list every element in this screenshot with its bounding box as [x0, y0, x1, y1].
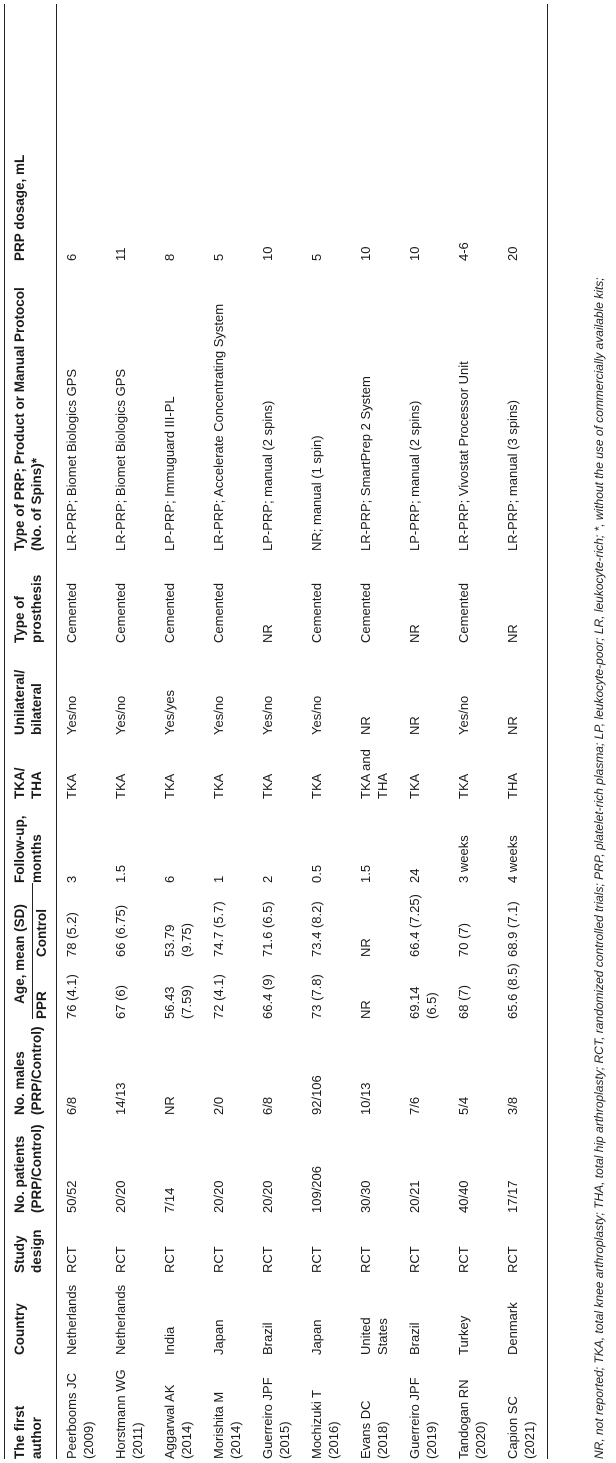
cell-prp: LR-PRP; SmartPrep 2 System [358, 376, 373, 551]
cell-followup: 1.5 [113, 864, 128, 883]
cell-country: United States [358, 1317, 390, 1355]
cell-control: 70 (7) [456, 923, 471, 957]
cell-author: Horstmann WG (2011) [113, 1369, 145, 1459]
cell-prosthesis: Cemented [113, 583, 128, 643]
cell-tka: TKA [162, 773, 177, 799]
table-row [400, 4, 449, 1459]
cell-tka: TKA [309, 773, 324, 799]
cell-author: Guerreiro JPF (2015) [260, 1377, 292, 1459]
cell-ppr: NR [358, 1000, 373, 1019]
cell-prosthesis: NR [505, 624, 520, 643]
cell-control: 74.7 (5.7) [211, 901, 226, 957]
cell-prp: NR; manual (1 spin) [309, 435, 324, 551]
cell-prosthesis: Cemented [64, 583, 79, 643]
table-row [204, 4, 253, 1459]
cell-patients: 30/30 [358, 1180, 373, 1213]
table-row [57, 4, 107, 1459]
cell-males: 10/13 [358, 1082, 373, 1115]
cell-dosage: 11 [113, 247, 128, 261]
cell-design: RCT [260, 1246, 275, 1273]
cell-country: Netherlands [64, 1284, 79, 1355]
cell-author: Morishita M (2014) [211, 1391, 243, 1459]
cell-tka: TKA and THA [358, 749, 390, 799]
cell-control: 68.9 (7.1) [505, 901, 520, 957]
cell-patients: 20/21 [407, 1180, 422, 1213]
header-males: No. males (PRP/Control) [12, 1026, 44, 1115]
cell-prp: LR-PRP; Biomet Biologics GPS [113, 368, 128, 551]
header-patients: No. patients (PRP/Control) [12, 1124, 44, 1213]
cell-control: 78 (5.2) [64, 912, 79, 957]
cell-prp: LP-PRP; Immuguard III-PL [162, 396, 177, 551]
cell-dosage: 4-6 [456, 242, 471, 261]
cell-uni: NR [358, 716, 373, 735]
header-unilateral: Unilateral/ bilateral [12, 669, 44, 735]
header-age: Age, mean (SD) [5, 883, 33, 1019]
cell-design: RCT [407, 1246, 422, 1273]
cell-ppr: 69.14 (6.5) [407, 986, 439, 1019]
cell-ppr: 68 (7) [456, 985, 471, 1019]
cell-design: RCT [64, 1246, 79, 1273]
cell-dosage: 6 [64, 253, 79, 261]
cell-tka: TKA [113, 773, 128, 799]
cell-country: Denmark [505, 1302, 520, 1355]
cell-design: RCT [505, 1246, 520, 1273]
cell-males: 92/106 [309, 1075, 324, 1115]
cell-followup: 0.5 [309, 864, 324, 883]
cell-uni: Yes/no [309, 695, 324, 735]
cell-dosage: 10 [358, 246, 373, 261]
cell-uni: NR [407, 716, 422, 735]
cell-followup: 1 [211, 875, 226, 883]
cell-control: 73.4 (8.2) [309, 901, 324, 957]
cell-followup: 6 [162, 875, 177, 883]
cell-country: Japan [211, 1319, 226, 1355]
cell-uni: Yes/no [211, 695, 226, 735]
cell-males: 7/6 [407, 1096, 422, 1115]
header-dosage: PRP dosage, mL [12, 154, 27, 261]
cell-design: RCT [358, 1246, 373, 1273]
cell-country: Turkey [456, 1315, 471, 1355]
header-age-ppr: PPR [34, 991, 49, 1019]
cell-prosthesis: Cemented [456, 583, 471, 643]
cell-author: Guerreiro JPF (2019) [407, 1377, 439, 1459]
cell-patients: 50/52 [64, 1180, 79, 1213]
cell-dosage: 20 [505, 246, 520, 261]
cell-prosthesis: NR [260, 624, 275, 643]
table-row [302, 4, 351, 1459]
cell-prp: LR-PRP; Biomet Biologics GPS [64, 368, 79, 551]
cell-patients: 109/206 [309, 1166, 324, 1213]
cell-tka: TKA [260, 773, 275, 799]
header-design: Study design [12, 1229, 44, 1273]
cell-followup: 3 [64, 875, 79, 883]
cell-tka: TKA [64, 773, 79, 799]
cell-control: 66.4 (7.25) [407, 894, 422, 957]
cell-males: 14/13 [113, 1082, 128, 1115]
cell-author: Mochizuki T (2016) [309, 1390, 341, 1459]
cell-tka: THA [505, 773, 520, 799]
cell-followup: 24 [407, 868, 422, 883]
studies-table [4, 4, 548, 1459]
cell-dosage: 5 [211, 253, 226, 261]
cell-ppr: 66.4 (9) [260, 974, 275, 1019]
cell-patients: 7/14 [162, 1187, 177, 1213]
cell-ppr: 73 (7.8) [309, 974, 324, 1019]
cell-followup: 2 [260, 875, 275, 883]
cell-author: Tandogan RN (2020) [456, 1379, 488, 1459]
cell-design: RCT [309, 1246, 324, 1273]
cell-design: RCT [113, 1246, 128, 1273]
table-row [351, 4, 400, 1459]
cell-control: 71.6 (6.5) [260, 901, 275, 957]
table-row [253, 4, 302, 1459]
cell-prosthesis: Cemented [358, 583, 373, 643]
cell-patients: 20/20 [113, 1180, 128, 1213]
cell-uni: NR [505, 716, 520, 735]
cell-uni: Yes/no [456, 695, 471, 735]
cell-ppr: 76 (4.1) [64, 974, 79, 1019]
cell-design: RCT [211, 1246, 226, 1273]
table-row [498, 4, 548, 1459]
cell-country: Netherlands [113, 1284, 128, 1355]
cell-males: 6/8 [64, 1096, 79, 1115]
cell-country: Japan [309, 1319, 324, 1355]
cell-tka: TKA [211, 773, 226, 799]
table-row [106, 4, 155, 1459]
cell-prp: LR-PRP; Accelerate Concentrating System [211, 303, 226, 551]
cell-followup: 4 weeks [505, 835, 520, 883]
cell-control: NR [358, 938, 373, 957]
cell-prosthesis: Cemented [162, 583, 177, 643]
header-prp-type: Type of PRP; Product or Manual Protocol (No. of Spins)* [12, 287, 44, 551]
cell-uni: Yes/no [64, 695, 79, 735]
cell-author: Aggarwal AK (2014) [162, 1384, 194, 1459]
header-prosthesis: Type of prosthesis [12, 574, 44, 643]
header-tka-tha: TKA/ THA [12, 767, 44, 799]
cell-ppr: 65.6 (8.5) [505, 963, 520, 1019]
table-row [155, 4, 204, 1459]
cell-males: NR [162, 1096, 177, 1115]
cell-uni: Yes/no [113, 695, 128, 735]
cell-dosage: 5 [309, 253, 324, 261]
header-author: The first author [12, 1405, 44, 1459]
cell-followup: 3 weeks [456, 835, 471, 883]
cell-patients: 40/40 [456, 1180, 471, 1213]
cell-author: Evans DC (2018) [358, 1400, 390, 1459]
cell-design: RCT [456, 1246, 471, 1273]
footnote: NR, not reported; TKA, total knee arthroplasty; THA, total hip arthroplasty; RCT, randomized controlled trials; PRP, platelet-rich plasma; LP, leukocyte-poor; LR, leukocyte-rich; *, without the use of commercially available kits; [592, 277, 606, 1459]
cell-tka: TKA [456, 773, 471, 799]
cell-prosthesis: NR [407, 624, 422, 643]
cell-author: Peerbooms JC (2009) [64, 1373, 96, 1459]
cell-uni: Yes/yes [162, 689, 177, 735]
cell-design: RCT [162, 1246, 177, 1273]
cell-males: 6/8 [260, 1096, 275, 1115]
cell-males: 2/0 [211, 1096, 226, 1115]
cell-country: Brazil [260, 1322, 275, 1355]
cell-prp: LP-PRP; manual (2 spins) [407, 400, 422, 551]
cell-dosage: 10 [407, 246, 422, 261]
cell-prp: LP-PRP; manual (2 spins) [260, 400, 275, 551]
cell-males: 5/4 [456, 1096, 471, 1115]
cell-country: India [162, 1326, 177, 1355]
cell-males: 3/8 [505, 1096, 520, 1115]
table-header [5, 4, 57, 1459]
table-row [449, 4, 498, 1459]
cell-dosage: 8 [162, 253, 177, 261]
cell-patients: 17/17 [505, 1180, 520, 1213]
table-body [57, 4, 548, 1459]
cell-patients: 20/20 [211, 1180, 226, 1213]
cell-prosthesis: Cemented [309, 583, 324, 643]
cell-prp: LR-PRP; Vivostat Processor Unit [456, 361, 471, 551]
cell-uni: Yes/no [260, 695, 275, 735]
cell-ppr: 67 (6) [113, 985, 128, 1019]
cell-tka: TKA [407, 773, 422, 799]
cell-patients: 20/20 [260, 1180, 275, 1213]
cell-control: 53.79 (9.75) [162, 923, 194, 957]
cell-prosthesis: Cemented [211, 583, 226, 643]
cell-followup: 1.5 [358, 864, 373, 883]
cell-dosage: 10 [260, 246, 275, 261]
cell-author: Capion SC (2021) [505, 1396, 537, 1459]
cell-ppr: 72 (4.1) [211, 974, 226, 1019]
cell-control: 66 (6.75) [113, 904, 128, 957]
cell-country: Brazil [407, 1322, 422, 1355]
header-country: Country [12, 1303, 27, 1355]
header-followup: Follow-up, months [12, 815, 44, 883]
header-age-control: Control [34, 909, 49, 957]
cell-ppr: 56.43 (7.59) [162, 985, 194, 1019]
cell-prp: LR-PRP; manual (3 spins) [505, 400, 520, 551]
